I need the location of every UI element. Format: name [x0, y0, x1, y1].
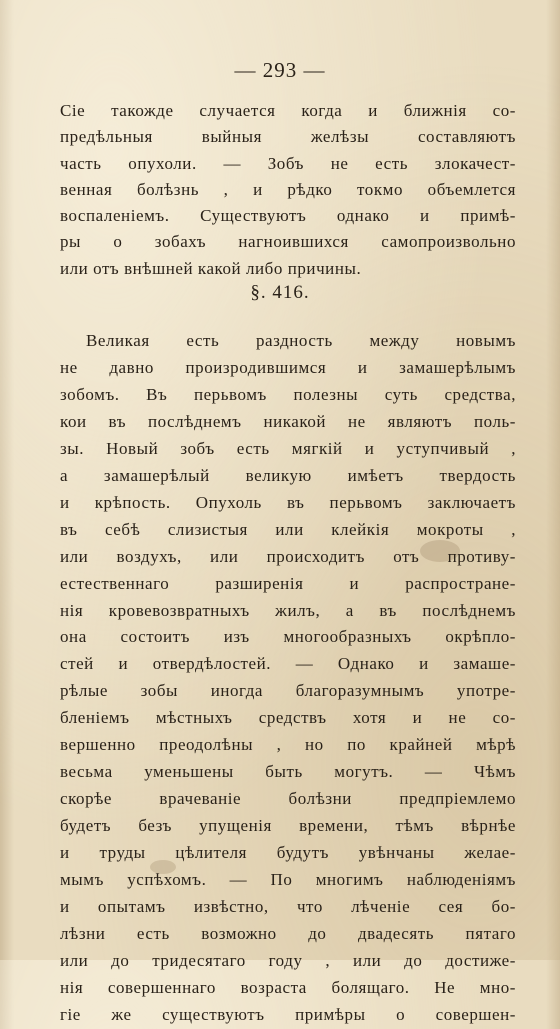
- text-line: кои въ послѣднемъ никакой не являютъ поль-: [60, 411, 516, 431]
- text-line: нія совершеннаго возраста болящаго. Не мно-: [60, 977, 516, 997]
- text-line: мымъ успѣхомъ. — По многимъ наблюденіямъ: [60, 870, 516, 890]
- text-line: воспаленіемъ. Существуютъ однако и примѣ-: [60, 206, 516, 226]
- text-line: вершенно преодолѣны , но по крайней мѣрѣ: [60, 735, 516, 755]
- text-line: естественнаго разширенія и распростране-: [60, 573, 516, 593]
- text-line: ры о зобахъ нагноившихся самопроизвольно: [60, 232, 516, 252]
- text-line: Великая есть раздность между новымъ: [86, 331, 516, 350]
- text-line: весьма уменьшены быть могутъ. — Чѣмъ: [60, 762, 516, 782]
- text-line: лѣзни есть возможно до двадесять пятаго: [60, 923, 516, 943]
- text-line: а замашерѣлый великую имѣетъ твердость: [60, 465, 516, 485]
- text-line: или отъ внѣшней какой либо причины.: [60, 258, 362, 278]
- text-line: зобомъ. Въ перьвомъ полезны суть средства,: [60, 384, 516, 404]
- text-line: зы. Новый зобъ есть мягкій и уступчивый ,: [60, 438, 516, 458]
- text-line: она состоитъ изъ многообразныхъ окрѣпло-: [60, 627, 516, 647]
- text-line: и крѣпость. Опухоль въ перьвомъ заключаетъ: [60, 492, 516, 512]
- paragraph-section-416: [60, 328, 516, 1029]
- text-line: гіе же существуютъ примѣры о совершен-: [60, 1004, 516, 1024]
- text-line: не давно произродившимся и замашерѣлымъ: [60, 357, 516, 377]
- text-line: или до тридесятаго году , или до достиже-: [60, 950, 516, 970]
- text-line: венная болѣзнь , и рѣдко токмо объемлется: [60, 179, 516, 199]
- text-line: часть опухоли. — Зобъ не есть злокачест-: [60, 153, 516, 173]
- paragraph-continued: [60, 98, 516, 282]
- text-line: скорѣе врачеваніе болѣзни предпріемлемо: [60, 789, 516, 809]
- text-line: и опытамъ извѣстно, что лѣченіе сея бо-: [60, 897, 516, 917]
- text-line: нія кровевозвратныхъ жилъ, а въ послѣднемъ: [60, 600, 516, 620]
- text-line: будетъ безъ упущенія времени, тѣмъ вѣрнѣе: [60, 816, 516, 836]
- page-number: — 293 —: [234, 58, 326, 82]
- text-line: и труды цѣлителя будутъ увѣнчаны желае-: [60, 843, 516, 863]
- text-line: рѣлые зобы иногда благоразумнымъ употре-: [60, 681, 516, 701]
- text-line: предѣльныя выйныя желѣзы составляютъ: [60, 127, 516, 147]
- text-line: бленіемъ мѣстныхъ средствъ хотя и не со-: [60, 708, 516, 728]
- text-line: стей и отвердѣлостей. — Однако и замаше-: [60, 654, 516, 674]
- text-line: или воздухъ, или происходитъ отъ противу-: [60, 546, 516, 566]
- section-heading: §. 416.: [250, 282, 310, 303]
- text-line: Сіе такожде случается когда и ближнія со-: [60, 101, 516, 120]
- text-line: въ себѣ слизистыя или клейкія мокроты ,: [60, 519, 516, 539]
